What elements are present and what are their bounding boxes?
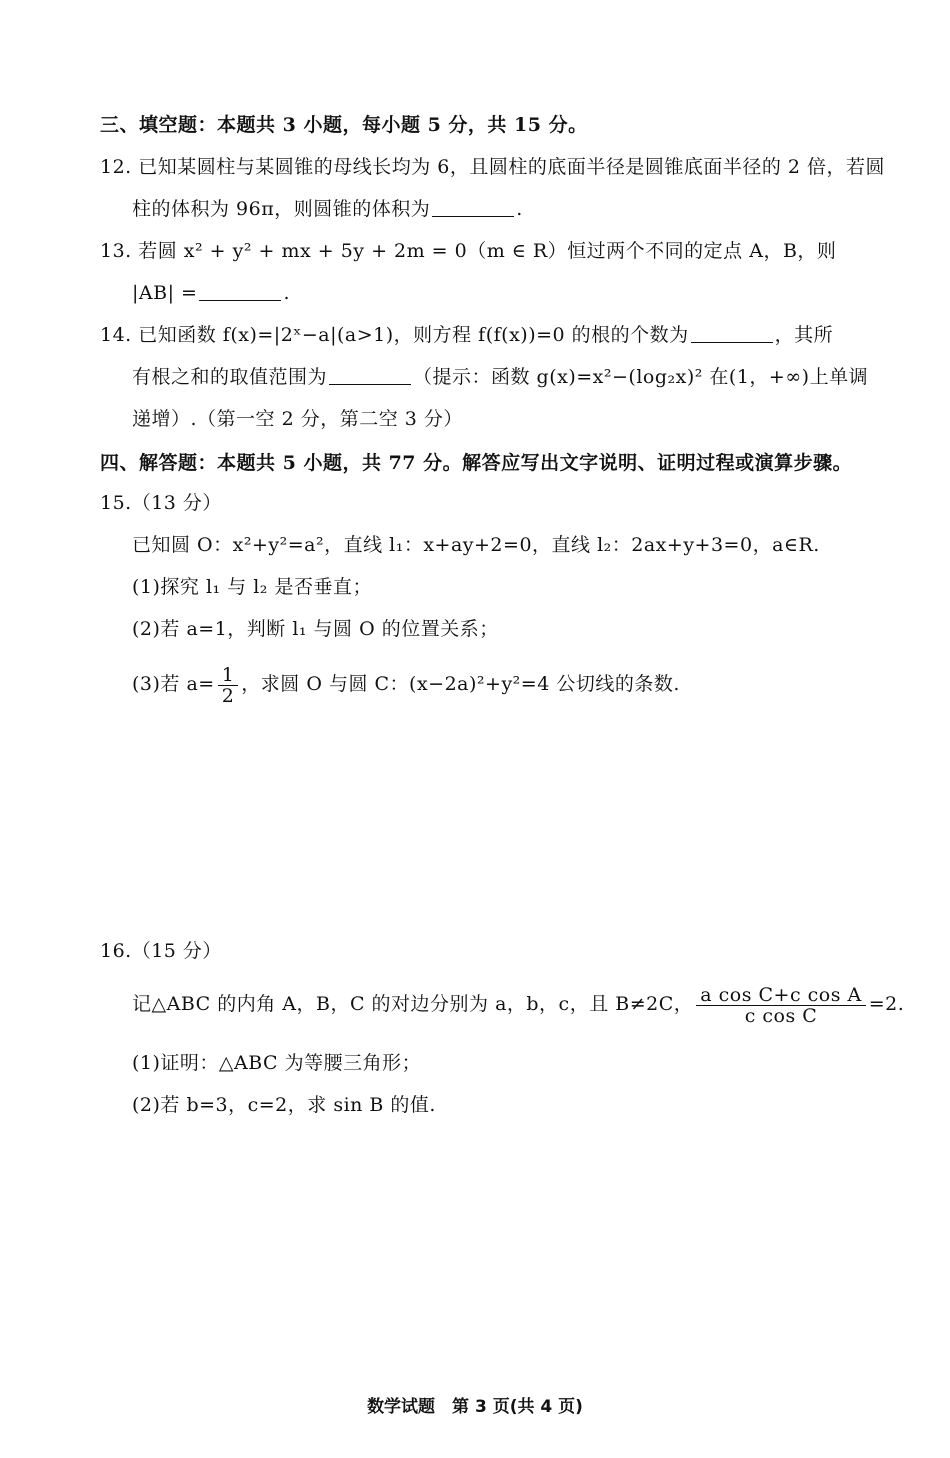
section4-header: 四、解答题：本题共 5 小题，共 77 分。解答应写出文字说明、证明过程或演算步骤。 [100,452,853,474]
q16-fraction-denominator: c cos C [744,1004,818,1027]
q16-fraction [696,985,865,1026]
q12-line2 [132,196,910,222]
q14-answer-blank-1 [691,324,773,343]
q14-line3: 递增）.（第一空 2 分，第二空 3 分） [132,408,463,430]
q16-stem-text: 记△ABC 的内角 A，B，C 的对边分别为 a，b，c，且 B≠2C， [132,993,694,1015]
q14-line2-hint: （提示：函数 g(x)=x²−(log₂x)² 在(1，+∞)上单调 [413,366,869,388]
q12-line1: 12. 已知某圆柱与某圆锥的母线长均为 6，且圆柱的底面半径是圆锥底面半径的 2 倍，若圆 [100,156,886,178]
q14-line2-text: 有根之和的取值范围为 [132,366,328,388]
q16-stem [132,982,910,1026]
q14-line1-text: 14. 已知函数 f(x)=|2ˣ−a|(a>1)，则方程 f(f(x))=0 的根的个数为 [100,324,689,346]
q14-line2 [132,364,910,390]
q13-line2-end: . [283,282,290,304]
q15-fraction-denominator: 2 [221,684,235,707]
q12-line2-text: 柱的体积为 96π，则圆锥的体积为 [132,198,431,220]
q14-line1 [100,322,910,348]
q14-answer-blank-2 [329,366,411,385]
q15-part3-text: (3)若 a= [132,673,215,695]
q15-part1: (1)探究 l₁ 与 l₂ 是否垂直； [132,576,372,598]
q15-part3-end: ，求圆 O 与圆 C：(x−2a)²+y²=4 公切线的条数. [241,673,680,695]
q15-part3 [132,662,910,706]
q13-answer-blank [199,282,281,301]
q15-title: 15.（13 分） [100,492,222,514]
q15-fraction [218,665,239,706]
q15-stem: 已知圆 O：x²+y²=a²，直线 l₁：x+ay+2=0，直线 l₂：2ax+y+3=0，a∈R. [132,534,820,556]
q12-line2-end: . [516,198,523,220]
q15-fraction-numerator: 1 [218,665,239,686]
section3-header: 三、填空题：本题共 3 小题，每小题 5 分，共 15 分。 [100,114,588,136]
q12-answer-blank [432,198,514,217]
q16-title: 16.（15 分） [100,940,222,962]
q16-part2: (2)若 b=3，c=2，求 sin B 的值. [132,1094,436,1116]
q16-stem-end: =2. [868,993,905,1015]
page-footer: 数学试题 第 3 页(共 4 页) [367,1397,583,1417]
q13-line2 [132,280,910,306]
q13-line2-text: |AB| = [132,282,198,304]
q16-fraction-numerator: a cos C+c cos A [696,985,865,1006]
q16-part1: (1)证明：△ABC 为等腰三角形； [132,1052,422,1074]
q13-line1: 13. 若圆 x² + y² + mx + 5y + 2m = 0（m ∈ R）恒过两个不同的定点 A，B，则 [100,240,837,262]
q15-part2: (2)若 a=1，判断 l₁ 与圆 O 的位置关系； [132,618,499,640]
q14-line1-end: ，其所 [774,324,834,346]
